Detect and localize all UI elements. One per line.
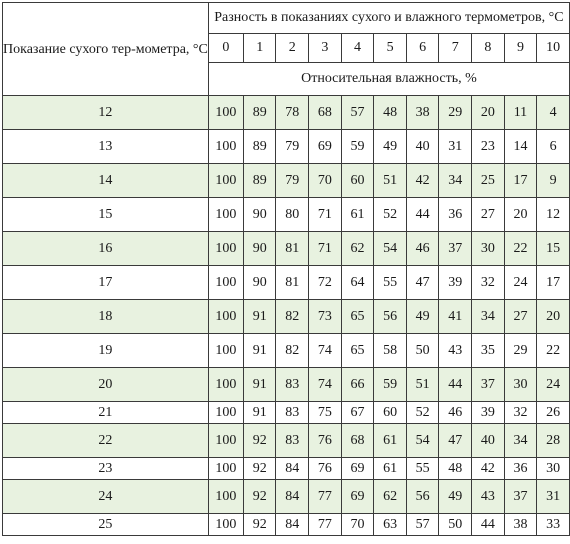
difference-cell: 5	[374, 34, 407, 63]
humidity-cell: 56	[406, 480, 439, 514]
table-row	[3, 164, 570, 198]
temperature-cell: 17	[3, 266, 209, 300]
humidity-cell: 57	[406, 514, 439, 536]
humidity-cell: 55	[406, 458, 439, 480]
humidity-cell: 30	[504, 368, 537, 402]
humidity-cell: 91	[243, 300, 276, 334]
table-row	[3, 480, 570, 514]
humidity-cell: 36	[504, 458, 537, 480]
humidity-cell: 14	[504, 130, 537, 164]
humidity-cell: 84	[276, 480, 309, 514]
humidity-cell: 56	[374, 300, 407, 334]
humidity-cell: 38	[504, 514, 537, 536]
humidity-cell: 76	[309, 424, 342, 458]
humidity-cell: 50	[406, 334, 439, 368]
difference-cell: 8	[472, 34, 505, 63]
humidity-cell: 77	[309, 514, 342, 536]
humidity-cell: 61	[341, 198, 374, 232]
humidity-cell: 76	[309, 458, 342, 480]
humidity-cell: 73	[309, 300, 342, 334]
humidity-cell: 20	[537, 300, 570, 334]
table-row	[3, 514, 570, 536]
humidity-cell: 31	[439, 130, 472, 164]
temperature-cell: 15	[3, 198, 209, 232]
difference-header: Разность в показаниях сухого и влажного термометров, °С	[208, 3, 569, 34]
humidity-cell: 31	[537, 480, 570, 514]
humidity-cell: 33	[537, 514, 570, 536]
difference-cell: 2	[276, 34, 309, 63]
humidity-cell: 26	[537, 402, 570, 424]
humidity-cell: 83	[276, 402, 309, 424]
humidity-cell: 25	[472, 164, 505, 198]
difference-cell: 10	[537, 34, 570, 63]
humidity-cell: 62	[374, 480, 407, 514]
humidity-cell: 92	[243, 480, 276, 514]
difference-cell: 9	[504, 34, 537, 63]
humidity-cell: 90	[243, 232, 276, 266]
humidity-cell: 78	[276, 96, 309, 130]
temperature-cell: 24	[3, 480, 209, 514]
humidity-cell: 100	[208, 480, 243, 514]
humidity-cell: 42	[406, 164, 439, 198]
humidity-cell: 34	[504, 424, 537, 458]
humidity-cell: 44	[439, 368, 472, 402]
humidity-cell: 83	[276, 424, 309, 458]
humidity-cell: 100	[208, 232, 243, 266]
humidity-cell: 52	[374, 198, 407, 232]
humidity-cell: 24	[504, 266, 537, 300]
humidity-cell: 74	[309, 334, 342, 368]
humidity-cell: 58	[374, 334, 407, 368]
humidity-cell: 48	[439, 458, 472, 480]
temperature-cell: 13	[3, 130, 209, 164]
temperature-cell: 20	[3, 368, 209, 402]
temperature-cell: 21	[3, 402, 209, 424]
humidity-cell: 6	[537, 130, 570, 164]
humidity-cell: 74	[309, 368, 342, 402]
table-row	[3, 368, 570, 402]
humidity-cell: 61	[374, 458, 407, 480]
humidity-cell: 4	[537, 96, 570, 130]
temperature-cell: 14	[3, 164, 209, 198]
temperature-cell: 19	[3, 334, 209, 368]
humidity-cell: 63	[374, 514, 407, 536]
humidity-cell: 81	[276, 232, 309, 266]
humidity-cell: 28	[537, 424, 570, 458]
humidity-cell: 12	[537, 198, 570, 232]
humidity-cell: 77	[309, 480, 342, 514]
dry-thermometer-header: Показание сухого тер-мометра, °С	[3, 3, 209, 96]
humidity-cell: 80	[276, 198, 309, 232]
humidity-cell: 60	[341, 164, 374, 198]
humidity-cell: 43	[439, 334, 472, 368]
humidity-cell: 54	[374, 232, 407, 266]
temperature-cell: 23	[3, 458, 209, 480]
table-row	[3, 96, 570, 130]
humidity-cell: 11	[504, 96, 537, 130]
psychrometric-table	[2, 2, 570, 536]
humidity-cell: 30	[537, 458, 570, 480]
humidity-cell: 36	[439, 198, 472, 232]
humidity-cell: 20	[472, 96, 505, 130]
humidity-cell: 84	[276, 514, 309, 536]
table-row	[3, 334, 570, 368]
humidity-cell: 20	[504, 198, 537, 232]
humidity-cell: 37	[504, 480, 537, 514]
humidity-cell: 90	[243, 266, 276, 300]
table-row	[3, 266, 570, 300]
humidity-cell: 37	[439, 232, 472, 266]
humidity-cell: 24	[537, 368, 570, 402]
humidity-cell: 66	[341, 368, 374, 402]
humidity-cell: 60	[374, 402, 407, 424]
temperature-cell: 25	[3, 514, 209, 536]
humidity-cell: 68	[341, 424, 374, 458]
table-row	[3, 402, 570, 424]
humidity-cell: 42	[472, 458, 505, 480]
humidity-cell: 57	[341, 96, 374, 130]
humidity-cell: 68	[309, 96, 342, 130]
table-row	[3, 424, 570, 458]
difference-cell: 4	[341, 34, 374, 63]
humidity-cell: 71	[309, 198, 342, 232]
humidity-cell: 27	[472, 198, 505, 232]
humidity-cell: 30	[472, 232, 505, 266]
humidity-cell: 49	[439, 480, 472, 514]
humidity-cell: 44	[406, 198, 439, 232]
humidity-cell: 100	[208, 458, 243, 480]
humidity-cell: 75	[309, 402, 342, 424]
humidity-cell: 69	[341, 480, 374, 514]
humidity-cell: 100	[208, 164, 243, 198]
table-row	[3, 458, 570, 480]
humidity-cell: 100	[208, 96, 243, 130]
humidity-cell: 92	[243, 424, 276, 458]
table-body	[3, 96, 570, 536]
humidity-cell: 46	[406, 232, 439, 266]
humidity-cell: 90	[243, 198, 276, 232]
humidity-cell: 32	[504, 402, 537, 424]
humidity-cell: 79	[276, 164, 309, 198]
humidity-cell: 34	[439, 164, 472, 198]
humidity-cell: 65	[341, 300, 374, 334]
difference-cell: 3	[309, 34, 342, 63]
humidity-cell: 59	[374, 368, 407, 402]
humidity-cell: 84	[276, 458, 309, 480]
humidity-cell: 44	[472, 514, 505, 536]
difference-cell: 7	[439, 34, 472, 63]
humidity-cell: 70	[341, 514, 374, 536]
humidity-cell: 55	[374, 266, 407, 300]
humidity-cell: 35	[472, 334, 505, 368]
humidity-cell: 47	[439, 424, 472, 458]
humidity-cell: 54	[406, 424, 439, 458]
humidity-cell: 100	[208, 424, 243, 458]
header-row	[3, 3, 570, 34]
humidity-cell: 50	[439, 514, 472, 536]
humidity-cell: 49	[374, 130, 407, 164]
temperature-cell: 18	[3, 300, 209, 334]
humidity-cell: 89	[243, 96, 276, 130]
humidity-cell: 72	[309, 266, 342, 300]
humidity-cell: 38	[406, 96, 439, 130]
humidity-cell: 67	[341, 402, 374, 424]
table-row	[3, 130, 570, 164]
humidity-cell: 49	[406, 300, 439, 334]
humidity-cell: 62	[341, 232, 374, 266]
humidity-cell: 100	[208, 368, 243, 402]
humidity-cell: 40	[472, 424, 505, 458]
humidity-header: Относительная влажность, %	[208, 63, 569, 96]
humidity-cell: 22	[537, 334, 570, 368]
humidity-cell: 34	[472, 300, 505, 334]
humidity-cell: 51	[374, 164, 407, 198]
temperature-cell: 12	[3, 96, 209, 130]
humidity-cell: 70	[309, 164, 342, 198]
table-row	[3, 198, 570, 232]
humidity-cell: 47	[406, 266, 439, 300]
humidity-cell: 69	[341, 458, 374, 480]
humidity-cell: 91	[243, 368, 276, 402]
table-row	[3, 232, 570, 266]
humidity-cell: 41	[439, 300, 472, 334]
humidity-cell: 64	[341, 266, 374, 300]
humidity-cell: 51	[406, 368, 439, 402]
humidity-cell: 39	[439, 266, 472, 300]
humidity-cell: 29	[439, 96, 472, 130]
difference-cell: 0	[208, 34, 243, 63]
humidity-cell: 71	[309, 232, 342, 266]
table-row	[3, 300, 570, 334]
humidity-cell: 17	[537, 266, 570, 300]
humidity-cell: 65	[341, 334, 374, 368]
humidity-cell: 89	[243, 130, 276, 164]
difference-cell: 1	[243, 34, 276, 63]
humidity-cell: 17	[504, 164, 537, 198]
humidity-cell: 29	[504, 334, 537, 368]
humidity-cell: 92	[243, 458, 276, 480]
humidity-cell: 82	[276, 334, 309, 368]
humidity-cell: 100	[208, 198, 243, 232]
humidity-cell: 100	[208, 402, 243, 424]
humidity-cell: 100	[208, 300, 243, 334]
humidity-cell: 59	[341, 130, 374, 164]
humidity-cell: 82	[276, 300, 309, 334]
humidity-cell: 32	[472, 266, 505, 300]
humidity-cell: 91	[243, 334, 276, 368]
humidity-cell: 43	[472, 480, 505, 514]
humidity-cell: 48	[374, 96, 407, 130]
humidity-cell: 100	[208, 514, 243, 536]
humidity-cell: 37	[472, 368, 505, 402]
humidity-cell: 91	[243, 402, 276, 424]
humidity-cell: 40	[406, 130, 439, 164]
temperature-cell: 22	[3, 424, 209, 458]
humidity-cell: 46	[439, 402, 472, 424]
humidity-cell: 22	[504, 232, 537, 266]
difference-cell: 6	[406, 34, 439, 63]
humidity-cell: 69	[309, 130, 342, 164]
humidity-cell: 83	[276, 368, 309, 402]
humidity-cell: 27	[504, 300, 537, 334]
humidity-cell: 39	[472, 402, 505, 424]
humidity-cell: 23	[472, 130, 505, 164]
humidity-cell: 100	[208, 266, 243, 300]
humidity-cell: 52	[406, 402, 439, 424]
humidity-cell: 89	[243, 164, 276, 198]
humidity-cell: 79	[276, 130, 309, 164]
humidity-cell: 100	[208, 334, 243, 368]
humidity-cell: 61	[374, 424, 407, 458]
humidity-cell: 81	[276, 266, 309, 300]
humidity-cell: 15	[537, 232, 570, 266]
humidity-cell: 100	[208, 130, 243, 164]
humidity-cell: 92	[243, 514, 276, 536]
temperature-cell: 16	[3, 232, 209, 266]
humidity-cell: 9	[537, 164, 570, 198]
